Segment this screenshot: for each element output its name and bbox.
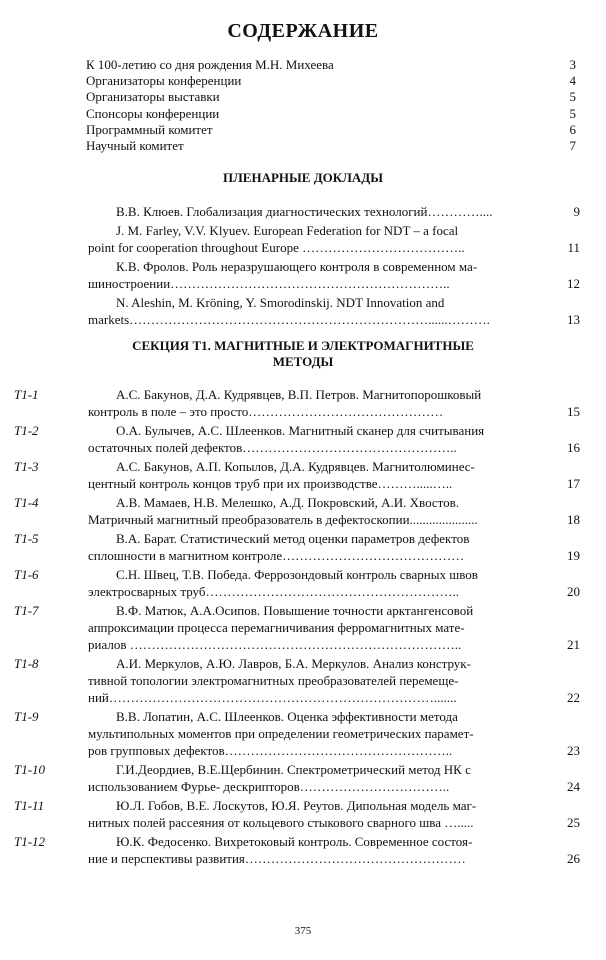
- entry-text: [88, 761, 533, 795]
- entry-line: Матричный магнитный преобразователь в дефектоскопии.....................: [88, 512, 478, 527]
- entry-code: Т1-7: [14, 603, 39, 618]
- entry-page: 11: [567, 240, 580, 255]
- entry-code: Т1-10: [14, 762, 46, 777]
- entry-line: тивной топологии электромагнитных преобразователей перемеще-: [88, 673, 459, 688]
- toc-row: [86, 89, 576, 105]
- toc-row-page: 5: [569, 105, 576, 121]
- entry-line: остаточных полей дефектов…………………………………………..: [88, 440, 457, 455]
- entry-code: Т1-4: [14, 495, 39, 510]
- entry-line: аппроксимации процесса перемагничивания ферромагнитных мате-: [88, 620, 465, 635]
- entry-page: 26: [567, 851, 580, 866]
- entry-page: 19: [567, 548, 580, 563]
- entry-line: В.В. Лопатин, А.С. Шлеенков. Оценка эффективности метода: [116, 709, 458, 724]
- toc-entry: [0, 566, 606, 600]
- entry-line: В.Ф. Матюк, А.А.Осипов. Повышение точности арктангенсовой: [116, 603, 474, 618]
- entry-code: Т1-3: [14, 459, 39, 474]
- toc-entry: [0, 761, 606, 795]
- entry-text: [88, 833, 533, 867]
- entry-page: 15: [567, 404, 580, 419]
- toc-entry: [0, 458, 606, 492]
- entry-code: Т1-11: [14, 798, 45, 813]
- entry-page: 17: [567, 476, 580, 491]
- entry-page: 22: [567, 690, 580, 705]
- entry-code: Т1-6: [14, 567, 39, 582]
- plenary-heading: ПЛЕНАРНЫЕ ДОКЛАДЫ: [223, 170, 383, 185]
- entry-line: А.С. Бакунов, А.П. Копылов, Д.А. Кудрявцев. Магнитолюминес-: [116, 459, 475, 474]
- entry-text: [88, 458, 533, 492]
- toc-entry: [0, 258, 606, 292]
- entry-line: центный контроль концов труб при их производстве……….....…..: [88, 476, 453, 491]
- entry-line: ров групповых дефектов……………………………………………..: [88, 743, 453, 758]
- toc-entry: [0, 602, 606, 653]
- toc-row-page: 3: [569, 57, 576, 72]
- section-heading: [60, 338, 546, 370]
- entry-page: 13: [567, 312, 580, 327]
- entry-text: [88, 494, 533, 528]
- entry-text: [88, 258, 533, 292]
- entry-text: [88, 386, 533, 420]
- entry-line: мультипольных моментов при определении геометрических парамет-: [88, 726, 474, 741]
- entry-line: шиностроении………………………………………………………..: [88, 276, 450, 291]
- entry-line: использованием Фурье- дескрипторов……………………………..: [88, 779, 450, 794]
- entry-code: Т1-8: [14, 656, 39, 671]
- toc-row-text: Организаторы выставки: [86, 89, 220, 105]
- entry-line: К.В. Фролов. Роль неразрушающего контроля в современном ма-: [116, 259, 478, 274]
- toc-entry: [0, 222, 606, 256]
- toc-row-page: 5: [569, 89, 576, 105]
- toc-entry: [0, 833, 606, 867]
- entry-text: [88, 422, 533, 456]
- entry-page: 25: [567, 815, 580, 830]
- entry-code: Т1-12: [14, 834, 46, 849]
- entry-page: 18: [567, 512, 580, 527]
- toc-row: [86, 73, 576, 89]
- entry-line: Г.И.Деордиев, В.Е.Щербинин. Спектрометрический метод НК с: [116, 762, 471, 777]
- entry-text: [88, 530, 533, 564]
- toc-row-text: К 100-летию со дня рождения М.Н. Михеева: [86, 57, 334, 72]
- entry-text: [88, 566, 533, 600]
- entry-page: 21: [567, 637, 580, 652]
- entry-line: J. M. Farley, V.V. Klyuev. European Federation for NDT – a focal: [116, 223, 459, 238]
- entry-line: В.А. Барат. Статистический метод оценки параметров дефектов: [116, 531, 470, 546]
- section-heading-line2: МЕТОДЫ: [272, 354, 334, 369]
- entry-line: Ю.К. Федосенко. Вихретоковый контроль. Современное состоя-: [116, 834, 473, 849]
- entry-text: [88, 294, 533, 328]
- entry-page: 9: [573, 204, 580, 219]
- entry-page: 16: [567, 440, 580, 455]
- entry-page: 24: [567, 779, 580, 794]
- entry-code: Т1-2: [14, 423, 39, 438]
- entry-text: [88, 708, 533, 759]
- toc-entry: [0, 530, 606, 564]
- toc-row: [86, 106, 576, 122]
- entry-text: [88, 222, 533, 256]
- page-title: СОДЕРЖАНИЕ: [227, 20, 379, 42]
- entry-line: ние и перспективы развития……………………………………………: [88, 851, 466, 866]
- toc-entry: [0, 655, 606, 706]
- entry-line: С.Н. Швец, Т.В. Победа. Феррозондовый контроль сварных швов: [116, 567, 478, 582]
- entry-code: Т1-9: [14, 709, 39, 724]
- entry-text: [88, 602, 533, 653]
- toc-row-text: Программный комитет: [86, 121, 213, 137]
- entry-line: point for cooperation throughout Europe ………………………………..: [88, 240, 465, 255]
- plenary-list: [0, 203, 606, 330]
- page-number: 375: [294, 925, 312, 937]
- entry-text: [88, 655, 533, 706]
- toc-row-page: 6: [569, 121, 576, 137]
- entry-line: А.И. Меркулов, А.Ю. Лавров, Б.А. Меркулов. Анализ конструк-: [116, 656, 471, 671]
- entry-page: 12: [567, 276, 580, 291]
- entry-page: 20: [567, 584, 580, 599]
- toc-row-text: Спонсоры конференции: [86, 105, 220, 121]
- entry-line: нитных полей рассеяния от кольцевого стыкового сварного шва ….....: [88, 815, 474, 830]
- entry-text: [88, 203, 533, 220]
- entry-line: О.А. Булычев, А.С. Шлеенков. Магнитный сканер для считывания: [116, 423, 485, 438]
- section-list: [0, 386, 606, 869]
- entry-code: Т1-1: [14, 387, 39, 402]
- toc-entry: [0, 494, 606, 528]
- entry-text: [88, 797, 533, 831]
- entry-code: Т1-5: [14, 531, 39, 546]
- entry-line: Ю.Л. Гобов, В.Е. Лоскутов, Ю.Я. Реутов. Дипольная модель маг-: [116, 798, 477, 813]
- entry-line: сплошности в магнитном контроле……………………………………: [88, 548, 465, 563]
- toc-row: [86, 122, 576, 138]
- entry-line: ний………………………………………………………………….......: [88, 690, 457, 705]
- toc-entry: [0, 708, 606, 759]
- toc-row-text: Организаторы конференции: [86, 73, 242, 89]
- entry-line: markets……………………………………………………………......……….: [88, 312, 490, 327]
- entry-line: контроль в поле – это просто………………………………………: [88, 404, 444, 419]
- toc-row-text: Научный комитет: [86, 137, 184, 153]
- entry-line: А.В. Мамаев, Н.В. Мелешко, А.Д. Покровский, А.И. Хвостов.: [116, 495, 460, 510]
- toc-row: [86, 138, 576, 154]
- entry-line: В.В. Клюев. Глобализация диагностических технологий…………....: [116, 204, 493, 219]
- toc-row-page: 7: [569, 137, 576, 153]
- toc-entry: [0, 294, 606, 328]
- toc-entry: [0, 797, 606, 831]
- intro-list: [86, 57, 576, 154]
- toc-entry: [0, 203, 606, 220]
- entry-line: электросварных труб…………………………………………………..: [88, 584, 459, 599]
- toc-entry: [0, 386, 606, 420]
- entry-page: 23: [567, 743, 580, 758]
- entry-line: N. Aleshin, M. Kröning, Y. Smorodinskij. NDT Innovation and: [116, 295, 445, 310]
- toc-row: [86, 57, 576, 73]
- section-heading-line1: СЕКЦИЯ Т1. МАГНИТНЫЕ И ЭЛЕКТРОМАГНИТНЫЕ: [132, 338, 474, 353]
- toc-entry: [0, 422, 606, 456]
- entry-line: А.С. Бакунов, Д.А. Кудрявцев, В.П. Петров. Магнитопорошковый: [116, 387, 482, 402]
- entry-line: риалов …………………………………………………………………..: [88, 637, 462, 652]
- toc-row-page: 4: [569, 73, 576, 89]
